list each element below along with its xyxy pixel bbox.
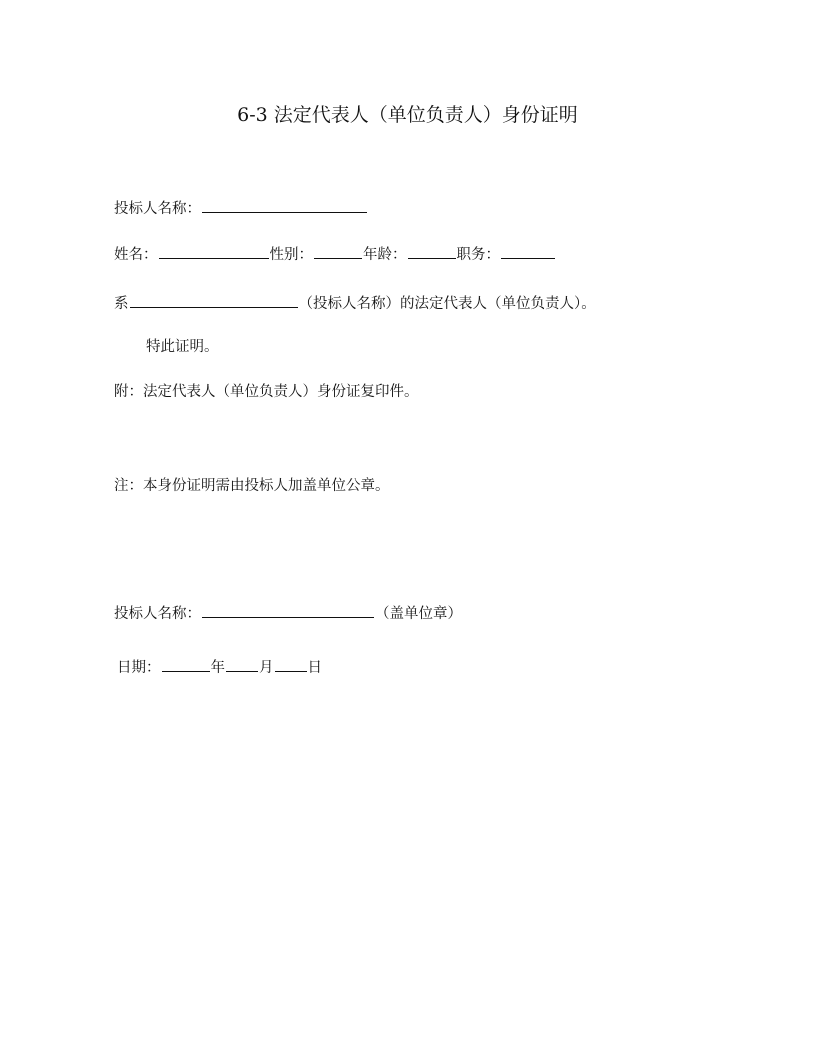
gender-field[interactable] xyxy=(314,243,362,259)
signature-bidder-field[interactable] xyxy=(202,602,374,618)
page-title: 6-3 法定代表人（单位负责人）身份证明 xyxy=(237,104,578,126)
bidder-name-line xyxy=(114,197,368,219)
day-label: 日 xyxy=(307,660,322,676)
position-field[interactable] xyxy=(501,243,555,259)
signature-bidder-label: 投标人名称： xyxy=(114,606,201,622)
statement-suffix: （投标人名称）的法定代表人（单位负责人）。 xyxy=(298,296,596,312)
attachment-text: 附：法定代表人（单位负责人）身份证复印件。 xyxy=(114,384,419,400)
date-line xyxy=(117,656,322,678)
position-label: 职务： xyxy=(456,247,500,263)
certify-text: 特此证明。 xyxy=(146,339,219,355)
statement-bidder-field[interactable] xyxy=(130,292,298,308)
age-label: 年龄： xyxy=(363,247,407,263)
year-label: 年 xyxy=(210,660,225,676)
name-label: 姓名： xyxy=(114,247,158,263)
bidder-name-label: 投标人名称： xyxy=(114,201,201,217)
day-field[interactable] xyxy=(275,656,307,672)
signature-line xyxy=(114,602,462,624)
statement-line xyxy=(114,292,596,314)
year-field[interactable] xyxy=(162,656,210,672)
bidder-name-field[interactable] xyxy=(202,197,367,213)
month-field[interactable] xyxy=(226,656,258,672)
age-field[interactable] xyxy=(408,243,456,259)
name-field[interactable] xyxy=(159,243,269,259)
personal-info-line xyxy=(114,243,556,265)
statement-prefix: 系 xyxy=(114,296,129,312)
note-text: 注：本身份证明需由投标人加盖单位公章。 xyxy=(114,478,390,494)
seal-text: （盖单位章） xyxy=(375,606,462,622)
month-label: 月 xyxy=(259,660,274,676)
date-label: 日期： xyxy=(117,660,161,676)
gender-label: 性别： xyxy=(269,247,313,263)
